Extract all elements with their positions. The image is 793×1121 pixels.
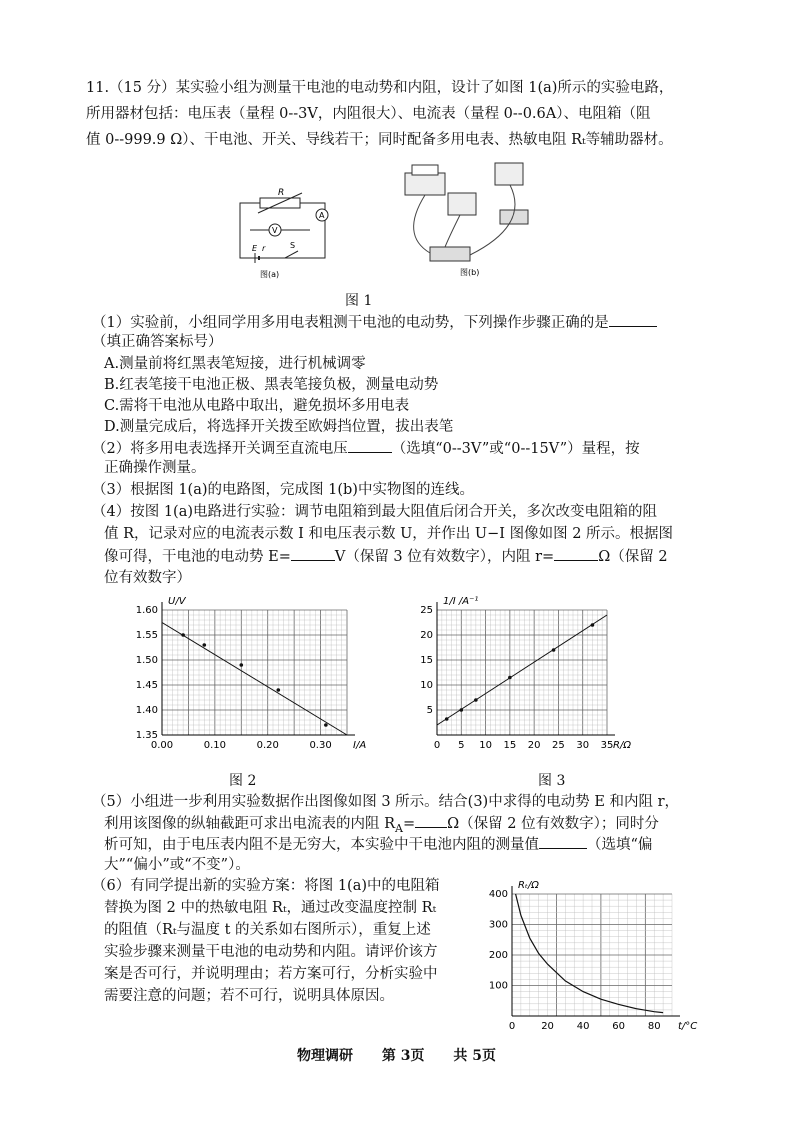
- y-tick-label: 5: [426, 705, 433, 716]
- figure-1-caption: 图 1: [345, 293, 373, 309]
- part4-line-1: （4）按图 1(a)电路进行实验：调节电阻箱到最大阻值后闭合开关，多次改变电阻箱的阻: [92, 504, 658, 520]
- figure-2-ui-chart: [125, 590, 375, 760]
- svg-text:S: S: [290, 241, 296, 250]
- part1-text: （1）实验前，小组同学用多用电表粗测干电池的电动势，下列操作步骤正确的是: [92, 312, 657, 333]
- page-footer: [0, 1045, 793, 1065]
- y-tick-label: 1.55: [135, 630, 158, 641]
- part5-line-3: 析可知，由于电压表内阻不是无穷大，本实验中干电池内阻的测量值 （选填“偏: [104, 834, 652, 855]
- part5-line-2: 利用该图像的纵轴截距可求出电流表的内阻 $R_A= \Omega$（保留 2 位有效数字）；同时分: [104, 813, 659, 839]
- part2-line-2: 正确操作测量。: [104, 460, 206, 476]
- question-line-2: 所用器材包括：电压表（量程 0--3V，内阻很大）、电流表（量程 0--0.6A）、电阻箱（阻: [86, 106, 651, 122]
- answer-blank-ra[interactable]: [415, 813, 447, 828]
- y-tick-label: 1.35: [135, 730, 158, 741]
- answer-blank-2[interactable]: [348, 438, 392, 453]
- x-tick-label: 20: [541, 1021, 554, 1032]
- part1-text2: （填正确答案标号）: [92, 334, 223, 350]
- footer-subject: 物理调研: [297, 1048, 353, 1064]
- x-tick-label: 0.30: [309, 740, 332, 751]
- x-tick-label: 0: [433, 740, 441, 751]
- y-tick-label: 25: [420, 605, 433, 616]
- y-tick-label: 1.50: [135, 655, 158, 666]
- data-point: [474, 698, 478, 702]
- figure-1a-circuit: [230, 185, 340, 280]
- figure-1a-label: 图(a): [260, 270, 280, 279]
- part5-line-1: （5）小组进一步利用实验数据作出图像如图 3 所示。结合(3)中求得的电动势 E 和内阻 r，: [92, 794, 680, 810]
- data-point: [276, 688, 280, 692]
- part4-line-4: 位有效数字）: [104, 570, 191, 586]
- y-tick-label: 300: [488, 919, 508, 931]
- x-tick-label: 0: [508, 1021, 516, 1032]
- x-tick-label: 0.20: [256, 740, 279, 751]
- question-line-1: 11.（15 分）某实验小组为测量干电池的电动势和内阻，设计了如图 1(a)所示的实验电路，: [86, 80, 674, 96]
- x-tick-label: 35: [600, 740, 614, 751]
- x-tick-label: 0.00: [150, 740, 174, 751]
- part5-line-4: 大”“偏小”或“不变”）。: [104, 857, 250, 873]
- data-point: [181, 633, 185, 637]
- answer-blank-r[interactable]: [554, 546, 598, 561]
- part4-line-2: 值 R，记录对应的电流表示数 I 和电压表示数 U，并作出 U−I 图像如图 2 所示。根据图: [104, 526, 674, 542]
- y-tick-label: 100: [488, 980, 508, 992]
- data-point: [239, 663, 243, 667]
- part6-line-3: 的阻值（Rₜ与温度 t 的关系如右图所示），重复上述: [104, 922, 431, 938]
- x-tick-label: 25: [552, 740, 565, 751]
- x-tick-label: 15: [503, 740, 517, 751]
- x-tick-label: 20: [527, 740, 541, 751]
- question-line-3: 值 0--999.9 Ω）、干电池、开关、导线若干；同时配备多用电表、热敏电阻 Rₜ等辅助器材。: [86, 132, 673, 148]
- x-tick-label: 60: [612, 1021, 626, 1032]
- answer-blank-1[interactable]: [609, 312, 657, 327]
- part6-line-6: 需要注意的问题；若不可行，说明具体原因。: [104, 988, 394, 1004]
- y-axis-label: U/V: [168, 596, 186, 607]
- y-tick-label: 1.45: [135, 680, 158, 691]
- data-point: [591, 623, 595, 627]
- figure-1b-apparatus: [400, 155, 535, 280]
- data-point: [324, 723, 328, 727]
- y-tick-label: 20: [420, 630, 433, 641]
- option-a: A.测量前将红黑表笔短接，进行机械调零: [104, 356, 366, 372]
- option-b: B.红表笔接干电池正极、黑表笔接负极，测量电动势: [104, 377, 439, 393]
- x-tick-label: 5: [458, 740, 465, 751]
- figure-2-caption: 图 2: [229, 773, 257, 789]
- part6-line-5: 案是否可行，并说明理由；若方案可行，分析实验中: [104, 966, 438, 982]
- y-axis-label: 1/I /A⁻¹: [443, 596, 479, 607]
- part6-line-4: 实验步骤来测量干电池的电动势和内阻。请评价该方: [104, 944, 438, 960]
- footer-page: 第 3页: [381, 1048, 425, 1064]
- data-point: [552, 648, 556, 652]
- ammeter-label: A: [319, 211, 325, 220]
- part4-line-3: 像可得，干电池的电动势 E= V（保留 3 位有效数字），内阻 r= Ω（保留 2: [104, 546, 668, 567]
- x-tick-label: 30: [576, 740, 590, 751]
- answer-blank-bias[interactable]: [539, 834, 587, 849]
- y-tick-label: 1.60: [135, 605, 158, 616]
- part6-line-2: 替换为图 2 中的热敏电阻 Rₜ，通过改变温度控制 Rₜ: [104, 900, 437, 916]
- data-point: [202, 643, 206, 647]
- y-tick-label: 200: [488, 950, 508, 961]
- svg-text:E: E: [252, 244, 258, 253]
- figure-3-inverse-current-chart: [405, 590, 650, 760]
- rt-curve: [516, 894, 664, 1013]
- y-tick-label: 15: [420, 655, 433, 666]
- thermistor-rt-chart: [480, 872, 698, 1037]
- x-axis-label: I/A: [353, 740, 367, 751]
- answer-blank-e[interactable]: [291, 546, 335, 561]
- figure-3-caption: 图 3: [538, 773, 566, 789]
- footer-total: 共 5页: [453, 1048, 496, 1064]
- y-axis-label: Rₜ/Ω: [518, 880, 539, 891]
- figure-1b-label: 图(b): [460, 268, 480, 277]
- fit-line: [162, 623, 347, 736]
- option-d: D.测量完成后，将选择开关拨至欧姆挡位置，拔出表笔: [104, 419, 454, 435]
- x-axis-label: t/°C: [678, 1021, 698, 1032]
- y-tick-label: 1.40: [135, 705, 158, 716]
- resistor-label: R: [278, 188, 285, 198]
- x-axis-label: R/Ω: [613, 740, 631, 751]
- x-tick-label: 40: [576, 1021, 590, 1032]
- part3-text: （3）根据图 1(a)的电路图，完成图 1(b)中实物图的连线。: [92, 482, 474, 498]
- data-point: [508, 676, 512, 680]
- y-tick-label: 400: [488, 889, 508, 900]
- y-tick-label: 10: [420, 680, 433, 691]
- x-tick-label: 10: [479, 740, 492, 751]
- part6-line-1: （6）有同学提出新的实验方案：将图 1(a)中的电阻箱: [92, 878, 440, 894]
- svg-text:r: r: [262, 244, 266, 253]
- data-point: [445, 717, 449, 721]
- option-c: C.需将干电池从电路中取出，避免损坏多用电表: [104, 398, 410, 414]
- data-point: [459, 708, 463, 712]
- x-tick-label: 0.10: [203, 740, 226, 751]
- voltmeter-label: V: [272, 226, 278, 235]
- part2-line-1: （2）将多用电表选择开关调至直流电压 （选填“0--3V”或“0--15V”）量程，按: [92, 438, 640, 459]
- x-tick-label: 80: [647, 1021, 661, 1032]
